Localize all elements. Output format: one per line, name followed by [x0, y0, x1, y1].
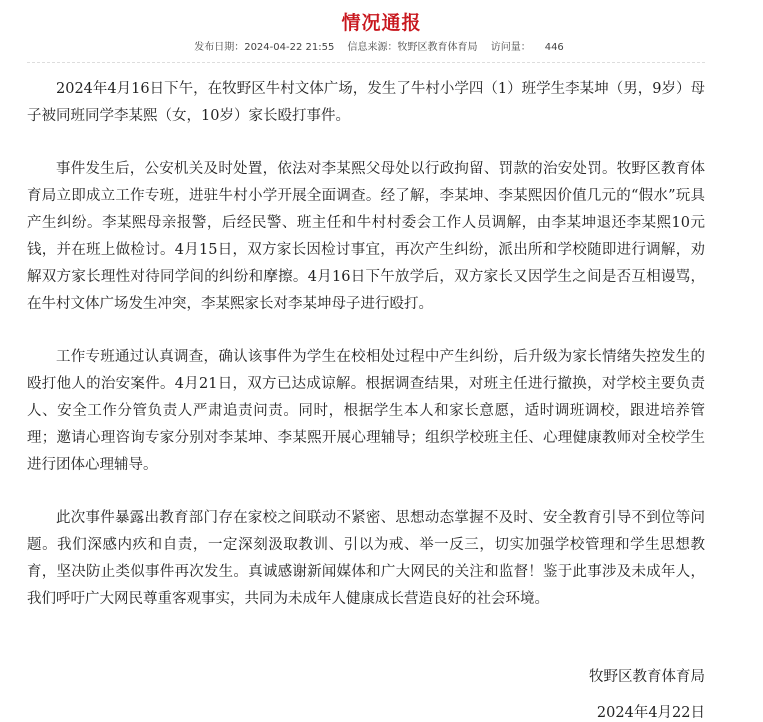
- paragraph: 此次事件暴露出教育部门存在家校之间联动不紧密、思想动态掌握不及时、安全教育引导不到位等问题。我们深感内疚和自责，一定深刻汲取教训、引以为戒、举一反三，切实加强学校管理和学生思想教育，坚决防止类似事件再次发生。真诚感谢新闻媒体和广大网民的关注和监督！鉴于此事涉及未成年人，我们呼吁广大网民尊重客观事实，共同为未成年人健康成长营造良好的社会环境。: [27, 510, 705, 607]
- signature-date: 2024年4月22日: [596, 705, 705, 721]
- publish-date-label: 发布日期：: [194, 42, 245, 53]
- publish-date: [194, 42, 334, 53]
- info-source-label: 信息来源：: [347, 42, 398, 53]
- page-title: 情况通报: [341, 12, 422, 34]
- info-source: [348, 42, 478, 53]
- view-count: [491, 42, 569, 53]
- header-divider: [27, 62, 705, 63]
- paragraph: 工作专班通过认真调查，确认该事件为学生在校相处过程中产生纠纷，后升级为家长情绪失控发生的殴打他人的治安案件。4月21日，双方已达成谅解。根据调查结果，对班主任进行撤换，对学校主要负责人、安全工作分管负责人严肃追责问责。同时，根据学生本人和家长意愿，适时调班调校，跟进培养管理；邀请心理咨询专家分别对李某坤、李某熙开展心理辅导；组织学校班主任、心理健康教师对全校学生进行团体心理辅导。: [27, 349, 705, 473]
- view-count-value: 446: [544, 42, 564, 53]
- signature-organization: 牧野区教育体育局: [589, 669, 705, 685]
- article-body: [27, 76, 705, 639]
- view-count-label: 访问量：: [490, 42, 531, 53]
- article-meta: [0, 38, 763, 53]
- paragraph: 事件发生后，公安机关及时处置，依法对李某熙父母处以行政拘留、罚款的治安处罚。牧野区教育体育局立即成立工作专班，进驻牛村小学开展全面调查。经了解，李某坤、李某熙因价值几元的“假水”玩具产生纠纷。李某熙母亲报警，后经民警、班主任和牛村村委会工作人员调解，由李某坤退还李某熙10元钱，并在班上做检讨。4月15日，双方家长因检讨事宜，再次产生纠纷，派出所和学校随即进行调解，劝解双方家长理性对待同学间的纠纷和摩擦。4月16日下午放学后，双方家长又因学生之间是否互相谩骂，在牛村文体广场发生冲突，李某熙家长对李某坤母子进行殴打。: [27, 161, 705, 312]
- paragraph: 2024年4月16日下午，在牧野区牛村文体广场，发生了牛村小学四（1）班学生李某坤（男，9岁）母子被同班同学李某熙（女，10岁）家长殴打事件。: [27, 81, 705, 124]
- publish-date-value: 2024-04-22 21:55: [244, 42, 335, 53]
- info-source-value: 牧野区教育体育局: [397, 42, 478, 53]
